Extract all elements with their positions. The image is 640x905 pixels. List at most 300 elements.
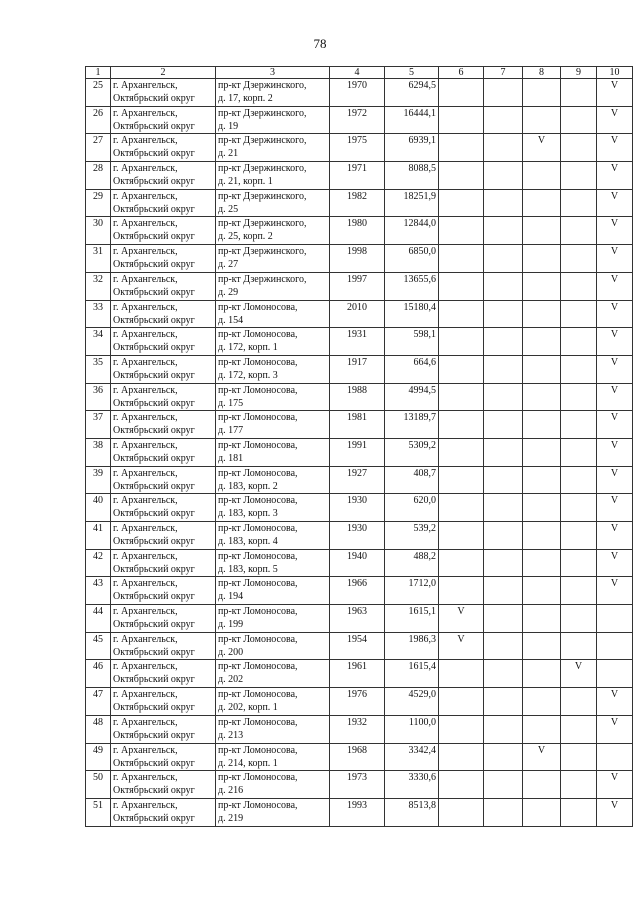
row-number-cell-text: 38 xyxy=(93,439,103,451)
locality-cell xyxy=(111,328,216,356)
mark-cell-6-text: V xyxy=(457,606,465,618)
mark-cell-9 xyxy=(561,79,597,107)
mark-cell-9 xyxy=(561,162,597,190)
build-year-cell-text: 1993 xyxy=(347,799,367,811)
address-cell xyxy=(216,494,330,522)
address-cell-text: д. 183, корп. 5 xyxy=(218,563,278,575)
build-year-cell-text: 1927 xyxy=(347,467,367,479)
row-number-cell-text: 35 xyxy=(93,356,103,368)
mark-cell-8 xyxy=(523,189,561,217)
locality-cell xyxy=(111,106,216,134)
locality-cell-text: г. Архангельск, xyxy=(113,273,178,285)
area-cell xyxy=(385,272,439,300)
address-cell xyxy=(216,771,330,799)
address-cell-text: д. 172, корп. 1 xyxy=(218,342,278,354)
build-year-cell xyxy=(330,328,385,356)
row-number-cell-text: 47 xyxy=(93,689,103,701)
locality-cell xyxy=(111,217,216,245)
locality-cell xyxy=(111,272,216,300)
address-cell-text: д. 25 xyxy=(218,203,239,215)
locality-cell-text: Октябрьский округ xyxy=(113,508,195,520)
address-cell-text: д. 194 xyxy=(218,591,244,603)
row-number-cell xyxy=(86,300,111,328)
build-year-cell-text: 1932 xyxy=(347,716,367,728)
area-cell-text: 18251,9 xyxy=(403,190,436,202)
mark-cell-10-text: V xyxy=(610,301,619,313)
mark-cell-6 xyxy=(439,79,484,107)
table-row xyxy=(86,798,633,826)
mark-cell-10 xyxy=(597,688,633,716)
locality-cell-text: Октябрьский округ xyxy=(113,286,195,298)
locality-cell-text: Октябрьский округ xyxy=(113,674,195,686)
address-cell xyxy=(216,355,330,383)
locality-cell xyxy=(111,549,216,577)
row-number-cell-text: 34 xyxy=(93,329,103,341)
column-header: 9 xyxy=(561,67,597,79)
area-cell xyxy=(385,438,439,466)
locality-cell-text: Октябрьский округ xyxy=(113,231,195,243)
mark-cell-7 xyxy=(484,660,523,688)
mark-cell-6 xyxy=(439,411,484,439)
address-cell-text: пр-кт Ломоносова, xyxy=(218,689,298,701)
row-number-cell-text: 41 xyxy=(93,523,103,534)
mark-cell-7 xyxy=(484,522,523,550)
address-cell-text: д. 21 xyxy=(218,148,239,160)
locality-cell-text: Октябрьский округ xyxy=(113,619,195,631)
address-cell-text: пр-кт Ломоносова, xyxy=(218,356,298,368)
address-cell-text: пр-кт Дзержинского, xyxy=(218,218,307,230)
mark-cell-7 xyxy=(484,771,523,799)
locality-cell-text: Октябрьский округ xyxy=(113,646,195,658)
area-cell xyxy=(385,577,439,605)
table-row xyxy=(86,134,633,162)
locality-cell xyxy=(111,383,216,411)
build-year-cell-text: 2010 xyxy=(347,301,367,313)
table-row xyxy=(86,688,633,716)
mark-cell-10-text: V xyxy=(610,523,619,534)
locality-cell-text: г. Архангельск, xyxy=(113,550,178,562)
mark-cell-8 xyxy=(523,272,561,300)
mark-cell-8 xyxy=(523,660,561,688)
mark-cell-6 xyxy=(439,189,484,217)
address-cell-text: д. 25, корп. 2 xyxy=(218,231,273,243)
build-year-cell xyxy=(330,466,385,494)
address-cell xyxy=(216,549,330,577)
area-cell-text: 1986,3 xyxy=(408,633,436,645)
address-cell-text: д. 175 xyxy=(218,397,244,409)
mark-cell-10-text: V xyxy=(610,467,619,479)
row-number-cell-text: 51 xyxy=(93,799,103,811)
area-cell-text: 8513,8 xyxy=(408,799,436,811)
address-cell-text: д. 213 xyxy=(218,729,244,741)
mark-cell-8 xyxy=(523,383,561,411)
address-cell-text: д. 219 xyxy=(218,812,244,824)
build-year-cell xyxy=(330,688,385,716)
address-cell xyxy=(216,522,330,550)
build-year-cell-text: 1954 xyxy=(347,633,367,645)
mark-cell-10 xyxy=(597,743,633,771)
row-number-cell xyxy=(86,688,111,716)
mark-cell-6 xyxy=(439,300,484,328)
build-year-cell xyxy=(330,300,385,328)
build-year-cell xyxy=(330,272,385,300)
mark-cell-9 xyxy=(561,743,597,771)
mark-cell-10 xyxy=(597,134,633,162)
table-row xyxy=(86,355,633,383)
table-header xyxy=(86,67,633,79)
locality-cell-text: г. Архангельск, xyxy=(113,135,178,147)
mark-cell-6 xyxy=(439,272,484,300)
locality-cell xyxy=(111,411,216,439)
area-cell xyxy=(385,300,439,328)
build-year-cell xyxy=(330,106,385,134)
mark-cell-8 xyxy=(523,355,561,383)
mark-cell-10-text: V xyxy=(610,218,619,230)
locality-cell-text: Октябрьский округ xyxy=(113,591,195,603)
mark-cell-8 xyxy=(523,106,561,134)
mark-cell-9 xyxy=(561,272,597,300)
locality-cell-text: Октябрьский округ xyxy=(113,785,195,797)
mark-cell-9 xyxy=(561,605,597,633)
locality-cell xyxy=(111,79,216,107)
table-row xyxy=(86,162,633,190)
locality-cell-text: г. Архангельск, xyxy=(113,80,178,91)
row-number-cell-text: 39 xyxy=(93,467,103,479)
row-number-cell xyxy=(86,743,111,771)
address-cell-text: пр-кт Ломоносова, xyxy=(218,467,298,479)
build-year-cell xyxy=(330,411,385,439)
table-row xyxy=(86,715,633,743)
area-cell xyxy=(385,494,439,522)
address-cell xyxy=(216,632,330,660)
mark-cell-7 xyxy=(484,355,523,383)
mark-cell-7 xyxy=(484,632,523,660)
mark-cell-6 xyxy=(439,688,484,716)
build-year-cell xyxy=(330,715,385,743)
locality-cell xyxy=(111,798,216,826)
row-number-cell xyxy=(86,328,111,356)
area-cell-text: 15180,4 xyxy=(403,301,436,313)
address-cell-text: д. 19 xyxy=(218,120,239,132)
mark-cell-10 xyxy=(597,494,633,522)
area-cell xyxy=(385,189,439,217)
build-year-cell-text: 1971 xyxy=(347,163,367,175)
mark-cell-10 xyxy=(597,300,633,328)
mark-cell-8 xyxy=(523,328,561,356)
address-cell-text: пр-кт Ломоносова, xyxy=(218,716,298,728)
locality-cell xyxy=(111,189,216,217)
locality-cell-text: г. Архангельск, xyxy=(113,163,178,175)
locality-cell-text: Октябрьский округ xyxy=(113,425,195,437)
mark-cell-10 xyxy=(597,355,633,383)
address-cell xyxy=(216,798,330,826)
area-cell-text: 5309,2 xyxy=(408,439,436,451)
mark-cell-7 xyxy=(484,743,523,771)
table-row xyxy=(86,660,633,688)
area-cell xyxy=(385,328,439,356)
row-number-cell-text: 48 xyxy=(93,716,103,728)
locality-cell-text: г. Архангельск, xyxy=(113,495,178,507)
address-cell-text: пр-кт Ломоносова, xyxy=(218,550,298,562)
build-year-cell xyxy=(330,605,385,633)
mark-cell-10-text: V xyxy=(610,384,619,396)
mark-cell-10-text: V xyxy=(610,356,619,368)
address-cell-text: д. 27 xyxy=(218,259,239,271)
mark-cell-10 xyxy=(597,106,633,134)
build-year-cell xyxy=(330,549,385,577)
mark-cell-8 xyxy=(523,245,561,273)
area-cell-text: 488,2 xyxy=(413,550,436,562)
mark-cell-10 xyxy=(597,411,633,439)
row-number-cell xyxy=(86,355,111,383)
mark-cell-7 xyxy=(484,715,523,743)
mark-cell-9 xyxy=(561,522,597,550)
mark-cell-7 xyxy=(484,134,523,162)
mark-cell-9 xyxy=(561,771,597,799)
build-year-cell xyxy=(330,660,385,688)
mark-cell-9 xyxy=(561,106,597,134)
build-year-cell-text: 1988 xyxy=(347,384,367,396)
address-cell-text: д. 172, корп. 3 xyxy=(218,369,278,381)
mark-cell-7 xyxy=(484,189,523,217)
build-year-cell xyxy=(330,494,385,522)
row-number-cell-text: 28 xyxy=(93,163,103,175)
address-cell xyxy=(216,79,330,107)
mark-cell-10-text: V xyxy=(610,772,619,784)
row-number-cell-text: 29 xyxy=(93,190,103,202)
mark-cell-7 xyxy=(484,605,523,633)
address-cell-text: д. 202, корп. 1 xyxy=(218,702,278,714)
mark-cell-6-text: V xyxy=(457,633,465,645)
address-cell-text: д. 216 xyxy=(218,785,244,797)
build-year-cell xyxy=(330,798,385,826)
mark-cell-6 xyxy=(439,605,484,633)
mark-cell-7 xyxy=(484,798,523,826)
column-number-row xyxy=(86,67,633,79)
mark-cell-10-text: V xyxy=(610,273,619,285)
locality-cell-text: Октябрьский округ xyxy=(113,259,195,271)
mark-cell-8 xyxy=(523,688,561,716)
column-header: 2 xyxy=(111,67,216,79)
locality-cell xyxy=(111,688,216,716)
address-cell-text: пр-кт Ломоносова, xyxy=(218,301,298,313)
address-cell xyxy=(216,328,330,356)
address-cell xyxy=(216,466,330,494)
mark-cell-10 xyxy=(597,383,633,411)
row-number-cell-text: 50 xyxy=(93,772,103,784)
address-cell-text: д. 21, корп. 1 xyxy=(218,176,273,188)
locality-cell xyxy=(111,300,216,328)
row-number-cell-text: 31 xyxy=(93,246,103,258)
build-year-cell-text: 1930 xyxy=(347,523,367,534)
locality-cell-text: г. Архангельск, xyxy=(113,689,178,701)
mark-cell-10-text: V xyxy=(610,439,619,451)
mark-cell-7 xyxy=(484,577,523,605)
mark-cell-10-text: V xyxy=(610,135,619,147)
build-year-cell xyxy=(330,383,385,411)
mark-cell-6 xyxy=(439,522,484,550)
area-cell xyxy=(385,217,439,245)
locality-cell-text: г. Архангельск, xyxy=(113,107,178,119)
mark-cell-10 xyxy=(597,245,633,273)
address-cell-text: д. 183, корп. 2 xyxy=(218,480,278,492)
row-number-cell-text: 26 xyxy=(93,107,103,119)
locality-cell xyxy=(111,577,216,605)
mark-cell-9 xyxy=(561,549,597,577)
area-cell xyxy=(385,245,439,273)
column-header: 6 xyxy=(439,67,484,79)
address-cell-text: пр-кт Дзержинского, xyxy=(218,163,307,175)
row-number-cell-text: 36 xyxy=(93,384,103,396)
table-row xyxy=(86,79,633,107)
row-number-cell xyxy=(86,383,111,411)
address-cell-text: д. 200 xyxy=(218,646,244,658)
table-row xyxy=(86,466,633,494)
locality-cell-text: Октябрьский округ xyxy=(113,176,195,188)
mark-cell-7 xyxy=(484,106,523,134)
locality-cell-text: г. Архангельск, xyxy=(113,799,178,811)
mark-cell-10 xyxy=(597,605,633,633)
build-year-cell xyxy=(330,245,385,273)
mark-cell-10 xyxy=(597,522,633,550)
area-cell-text: 3330,6 xyxy=(408,772,436,784)
build-year-cell-text: 1980 xyxy=(347,218,367,230)
mark-cell-9 xyxy=(561,383,597,411)
mark-cell-8-text: V xyxy=(537,744,546,756)
row-number-cell xyxy=(86,245,111,273)
build-year-cell xyxy=(330,134,385,162)
address-cell-text: д. 29 xyxy=(218,286,239,298)
build-year-cell xyxy=(330,771,385,799)
table-row xyxy=(86,522,633,550)
locality-cell-text: Октябрьский округ xyxy=(113,148,195,160)
row-number-cell-text: 37 xyxy=(93,412,103,424)
locality-cell xyxy=(111,715,216,743)
row-number-cell xyxy=(86,549,111,577)
mark-cell-10 xyxy=(597,577,633,605)
row-number-cell-text: 49 xyxy=(93,744,103,756)
mark-cell-6 xyxy=(439,660,484,688)
mark-cell-6 xyxy=(439,217,484,245)
address-cell xyxy=(216,715,330,743)
locality-cell-text: г. Архангельск, xyxy=(113,190,178,202)
mark-cell-9 xyxy=(561,715,597,743)
row-number-cell xyxy=(86,605,111,633)
row-number-cell xyxy=(86,79,111,107)
address-cell xyxy=(216,688,330,716)
row-number-cell xyxy=(86,632,111,660)
mark-cell-7 xyxy=(484,466,523,494)
area-cell xyxy=(385,106,439,134)
locality-cell-text: г. Архангельск, xyxy=(113,467,178,479)
locality-cell xyxy=(111,605,216,633)
mark-cell-7 xyxy=(484,79,523,107)
area-cell xyxy=(385,134,439,162)
table-row xyxy=(86,771,633,799)
mark-cell-10-text: V xyxy=(610,412,619,424)
mark-cell-6 xyxy=(439,328,484,356)
mark-cell-10 xyxy=(597,660,633,688)
build-year-cell xyxy=(330,189,385,217)
mark-cell-6 xyxy=(439,549,484,577)
locality-cell-text: г. Архангельск, xyxy=(113,716,178,728)
build-year-cell-text: 1973 xyxy=(347,772,367,784)
row-number-cell xyxy=(86,134,111,162)
locality-cell-text: г. Архангельск, xyxy=(113,772,178,784)
mark-cell-7 xyxy=(484,245,523,273)
address-cell-text: д. 199 xyxy=(218,619,244,631)
row-number-cell-text: 42 xyxy=(93,550,103,562)
mark-cell-9 xyxy=(561,189,597,217)
row-number-cell xyxy=(86,162,111,190)
mark-cell-7 xyxy=(484,328,523,356)
area-cell-text: 620,0 xyxy=(413,495,436,507)
table-row xyxy=(86,189,633,217)
column-header: 7 xyxy=(484,67,523,79)
mark-cell-9 xyxy=(561,328,597,356)
mark-cell-10-text: V xyxy=(610,495,619,507)
table-row xyxy=(86,549,633,577)
mark-cell-6 xyxy=(439,383,484,411)
area-cell xyxy=(385,383,439,411)
mark-cell-10-text: V xyxy=(610,578,619,590)
build-year-cell xyxy=(330,355,385,383)
area-cell xyxy=(385,411,439,439)
address-cell xyxy=(216,162,330,190)
mark-cell-6 xyxy=(439,771,484,799)
row-number-cell xyxy=(86,660,111,688)
build-year-cell xyxy=(330,217,385,245)
row-number-cell-text: 44 xyxy=(93,606,103,618)
mark-cell-8 xyxy=(523,715,561,743)
row-number-cell-text: 27 xyxy=(93,135,103,147)
mark-cell-7 xyxy=(484,494,523,522)
mark-cell-9 xyxy=(561,411,597,439)
area-cell xyxy=(385,632,439,660)
mark-cell-10-text: V xyxy=(610,163,619,175)
row-number-cell xyxy=(86,577,111,605)
area-cell-text: 1712,0 xyxy=(408,578,436,590)
table-row xyxy=(86,300,633,328)
row-number-cell-text: 30 xyxy=(93,218,103,230)
area-cell-text: 664,6 xyxy=(413,356,436,368)
locality-cell-text: г. Архангельск, xyxy=(113,523,178,534)
mark-cell-7 xyxy=(484,162,523,190)
address-cell xyxy=(216,106,330,134)
build-year-cell-text: 1981 xyxy=(347,412,367,424)
address-cell xyxy=(216,189,330,217)
locality-cell xyxy=(111,632,216,660)
area-cell xyxy=(385,798,439,826)
mark-cell-10-text: V xyxy=(610,107,619,119)
address-cell-text: д. 183, корп. 4 xyxy=(218,536,278,547)
address-cell xyxy=(216,605,330,633)
mark-cell-6 xyxy=(439,743,484,771)
area-cell-text: 539,2 xyxy=(413,523,436,534)
build-year-cell-text: 1998 xyxy=(347,246,367,258)
row-number-cell xyxy=(86,771,111,799)
locality-cell-text: г. Архангельск, xyxy=(113,744,178,756)
locality-cell-text: г. Архангельск, xyxy=(113,661,178,673)
mark-cell-10 xyxy=(597,328,633,356)
table-row xyxy=(86,245,633,273)
locality-cell-text: Октябрьский округ xyxy=(113,702,195,714)
table-row xyxy=(86,743,633,771)
mark-cell-10-text: V xyxy=(610,799,619,811)
mark-cell-10-text: V xyxy=(610,246,619,258)
address-cell xyxy=(216,134,330,162)
row-number-cell xyxy=(86,272,111,300)
